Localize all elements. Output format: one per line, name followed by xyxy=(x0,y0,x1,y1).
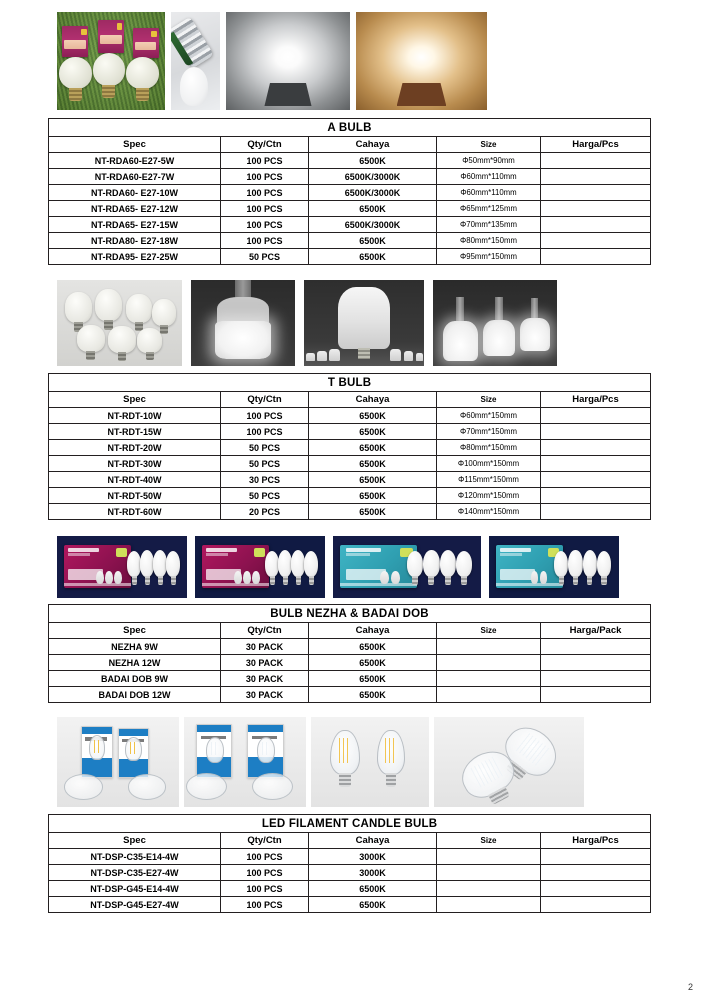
cell-qty: 100 PCS xyxy=(221,185,309,201)
cell-size: Φ100mm*150mm xyxy=(437,456,541,472)
spec-table-a-bulb xyxy=(48,118,651,265)
table-row xyxy=(49,897,651,913)
filament-bulbs-retail-boxes-photo xyxy=(57,717,179,807)
cell-spec: NT-RDA60-E27-7W xyxy=(49,169,221,185)
cell-qty: 30 PACK xyxy=(221,639,309,655)
section-title: T BULB xyxy=(49,374,651,392)
cell-cahaya: 6500K xyxy=(309,671,437,687)
three-hanging-lit-t-bulbs-photo xyxy=(433,280,557,366)
cell-spec: NT-RDA65- E27-15W xyxy=(49,217,221,233)
lit-t-bulb-dark-background-photo xyxy=(191,280,295,366)
cell-qty: 30 PCS xyxy=(221,472,309,488)
cell-size: Φ65mm*125mm xyxy=(437,201,541,217)
cell-cahaya: 3000K xyxy=(309,865,437,881)
cell-qty: 30 PACK xyxy=(221,687,309,703)
table-row xyxy=(49,153,651,169)
column-header-harga: Harga/Pcs xyxy=(541,137,651,153)
cell-spec: NT-RDA60- E27-10W xyxy=(49,185,221,201)
cell-qty: 30 PACK xyxy=(221,655,309,671)
cell-harga xyxy=(541,671,651,687)
table-row xyxy=(49,488,651,504)
cell-harga xyxy=(541,655,651,671)
cell-cahaya: 6500K xyxy=(309,408,437,424)
cell-harga xyxy=(541,488,651,504)
cell-spec: NEZHA 9W xyxy=(49,639,221,655)
cell-harga xyxy=(541,472,651,488)
table-row xyxy=(49,671,651,687)
cell-size: Φ60mm*110mm xyxy=(437,169,541,185)
column-header-cahaya: Cahaya xyxy=(309,623,437,639)
column-header-harga: Harga/Pcs xyxy=(541,833,651,849)
cell-harga xyxy=(541,849,651,865)
cell-harga xyxy=(541,233,651,249)
table-row xyxy=(49,169,651,185)
page-number: 2 xyxy=(687,982,693,992)
column-header-spec: Spec xyxy=(49,137,221,153)
cell-cahaya: 6500K/3000K xyxy=(309,169,437,185)
cell-cahaya: 6500K xyxy=(309,249,437,265)
cell-spec: NT-RDT-60W xyxy=(49,504,221,520)
e27-screw-base-closeup-photo xyxy=(171,12,220,110)
cell-harga xyxy=(541,201,651,217)
section-title: A BULB xyxy=(49,119,651,137)
table-row xyxy=(49,655,651,671)
cell-spec: NT-RDT-40W xyxy=(49,472,221,488)
cell-harga xyxy=(541,881,651,897)
table-row xyxy=(49,249,651,265)
column-header-harga: Harga/Pcs xyxy=(541,392,651,408)
cell-qty: 100 PCS xyxy=(221,233,309,249)
column-header-size: Size xyxy=(437,392,541,408)
cell-spec: NT-DSP-C35-E27-4W xyxy=(49,865,221,881)
cell-harga xyxy=(541,185,651,201)
section-title: LED FILAMENT CANDLE BULB xyxy=(49,815,651,833)
cell-harga xyxy=(541,897,651,913)
table-row xyxy=(49,201,651,217)
cell-harga xyxy=(541,424,651,440)
cell-qty: 100 PCS xyxy=(221,897,309,913)
cell-cahaya: 6500K/3000K xyxy=(309,217,437,233)
cell-spec: NT-DSP-G45-E27-4W xyxy=(49,897,221,913)
cell-size: Φ60mm*110mm xyxy=(437,185,541,201)
column-header-cahaya: Cahaya xyxy=(309,833,437,849)
column-header-spec: Spec xyxy=(49,392,221,408)
table-wrap-nezha-badai xyxy=(0,604,706,703)
cell-qty: 20 PCS xyxy=(221,504,309,520)
cell-harga xyxy=(541,408,651,424)
table-title-row xyxy=(49,119,651,137)
cell-size: Φ95mm*150mm xyxy=(437,249,541,265)
cell-harga xyxy=(541,504,651,520)
cell-qty: 100 PCS xyxy=(221,424,309,440)
cell-harga xyxy=(541,249,651,265)
cell-cahaya: 6500K xyxy=(309,201,437,217)
spec-table-t-bulb xyxy=(48,373,651,520)
large-t-bulb-with-small-bulbs-photo xyxy=(304,280,424,366)
table-row xyxy=(49,233,651,249)
cell-size: Φ80mm*150mm xyxy=(437,233,541,249)
cell-cahaya: 6500K xyxy=(309,456,437,472)
cell-cahaya: 6500K xyxy=(309,655,437,671)
table-header-row xyxy=(49,623,651,639)
table-title-row xyxy=(49,374,651,392)
column-header-qty: Qty/Ctn xyxy=(221,392,309,408)
column-header-qty: Qty/Ctn xyxy=(221,623,309,639)
table-header-row xyxy=(49,392,651,408)
cell-spec: NT-DSP-G45-E14-4W xyxy=(49,881,221,897)
cell-harga xyxy=(541,639,651,655)
column-header-spec: Spec xyxy=(49,833,221,849)
table-row xyxy=(49,881,651,897)
cell-qty: 50 PCS xyxy=(221,249,309,265)
cell-size: Φ140mm*150mm xyxy=(437,504,541,520)
cell-cahaya: 6500K xyxy=(309,504,437,520)
table-row xyxy=(49,440,651,456)
table-header-row xyxy=(49,137,651,153)
cell-size xyxy=(437,655,541,671)
cell-cahaya: 6500K xyxy=(309,897,437,913)
cell-cahaya: 3000K xyxy=(309,849,437,865)
filament-bulbs-retail-boxes-photo-2 xyxy=(184,717,306,807)
table-header-row xyxy=(49,833,651,849)
cell-size: Φ80mm*150mm xyxy=(437,440,541,456)
cell-spec: NT-RDT-50W xyxy=(49,488,221,504)
cell-size xyxy=(437,865,541,881)
table-wrap-t-bulb xyxy=(0,373,706,520)
cell-size: Φ115mm*150mm xyxy=(437,472,541,488)
column-header-spec: Spec xyxy=(49,623,221,639)
column-header-qty: Qty/Ctn xyxy=(221,833,309,849)
cell-size xyxy=(437,687,541,703)
cell-spec: NT-RDA60-E27-5W xyxy=(49,153,221,169)
cell-size xyxy=(437,881,541,897)
section-title: BULB NEZHA & BADAI DOB xyxy=(49,605,651,623)
cell-spec: NT-RDA65- E27-12W xyxy=(49,201,221,217)
cell-spec: BADAI DOB 9W xyxy=(49,671,221,687)
cell-qty: 100 PCS xyxy=(221,201,309,217)
table-row xyxy=(49,639,651,655)
cell-spec: NEZHA 12W xyxy=(49,655,221,671)
column-header-cahaya: Cahaya xyxy=(309,392,437,408)
table-row xyxy=(49,217,651,233)
cell-size xyxy=(437,671,541,687)
cell-harga xyxy=(541,169,651,185)
cell-cahaya: 6500K xyxy=(309,153,437,169)
cell-size: Φ120mm*150mm xyxy=(437,488,541,504)
cell-size xyxy=(437,897,541,913)
cell-spec: BADAI DOB 12W xyxy=(49,687,221,703)
column-header-size: Size xyxy=(437,833,541,849)
cell-qty: 100 PCS xyxy=(221,169,309,185)
cell-spec: NT-RDA95- E27-25W xyxy=(49,249,221,265)
cell-spec: NT-RDA80- E27-18W xyxy=(49,233,221,249)
cell-cahaya: 6500K xyxy=(309,881,437,897)
g45-globe-filament-bulbs-photo xyxy=(434,717,584,807)
table-title-row xyxy=(49,605,651,623)
t-bulbs-group-photo xyxy=(57,280,182,366)
cell-qty: 50 PCS xyxy=(221,488,309,504)
photo-row-filament xyxy=(0,711,706,807)
column-header-size: Size xyxy=(437,623,541,639)
cell-qty: 100 PCS xyxy=(221,865,309,881)
table-row xyxy=(49,865,651,881)
nezha-bulb-pack-magenta-card-photo xyxy=(57,536,187,598)
lit-a-bulb-warm-white-photo xyxy=(356,12,487,110)
badai-dob-bulb-pack-teal-card-photo-2 xyxy=(489,536,619,598)
candle-filament-bulbs-e27-e14-photo xyxy=(311,717,429,807)
cell-qty: 50 PCS xyxy=(221,440,309,456)
cell-qty: 30 PACK xyxy=(221,671,309,687)
cell-harga xyxy=(541,153,651,169)
cell-qty: 100 PCS xyxy=(221,881,309,897)
cell-cahaya: 6500K/3000K xyxy=(309,185,437,201)
table-wrap-a-bulb xyxy=(0,118,706,265)
table-row xyxy=(49,424,651,440)
cell-qty: 100 PCS xyxy=(221,217,309,233)
photo-row-t-bulb xyxy=(0,274,706,366)
table-title-row xyxy=(49,815,651,833)
table-row xyxy=(49,472,651,488)
cell-harga xyxy=(541,865,651,881)
column-header-qty: Qty/Ctn xyxy=(221,137,309,153)
cell-size: Φ70mm*135mm xyxy=(437,217,541,233)
cell-qty: 100 PCS xyxy=(221,849,309,865)
table-row xyxy=(49,456,651,472)
cell-harga xyxy=(541,687,651,703)
cell-qty: 100 PCS xyxy=(221,408,309,424)
cell-spec: NT-RDT-30W xyxy=(49,456,221,472)
cell-cahaya: 6500K xyxy=(309,440,437,456)
cell-size: Φ70mm*150mm xyxy=(437,424,541,440)
column-header-size: Size xyxy=(437,137,541,153)
table-row xyxy=(49,504,651,520)
badai-dob-bulb-pack-teal-card-photo xyxy=(333,536,481,598)
cell-qty: 50 PCS xyxy=(221,456,309,472)
cell-qty: 100 PCS xyxy=(221,153,309,169)
lit-a-bulb-cool-white-photo xyxy=(226,12,350,110)
cell-harga xyxy=(541,217,651,233)
spec-table-filament-candle xyxy=(48,814,651,913)
cell-spec: NT-RDT-15W xyxy=(49,424,221,440)
cell-spec: NT-RDT-20W xyxy=(49,440,221,456)
cell-cahaya: 6500K xyxy=(309,233,437,249)
photo-row-nezha-badai xyxy=(0,528,706,598)
table-row xyxy=(49,185,651,201)
cell-cahaya: 6500K xyxy=(309,472,437,488)
cell-cahaya: 6500K xyxy=(309,639,437,655)
table-row xyxy=(49,408,651,424)
cell-cahaya: 6500K xyxy=(309,488,437,504)
column-header-cahaya: Cahaya xyxy=(309,137,437,153)
cell-harga xyxy=(541,456,651,472)
cell-spec: NT-RDT-10W xyxy=(49,408,221,424)
table-row xyxy=(49,687,651,703)
nezha-bulb-pack-magenta-card-photo-2 xyxy=(195,536,325,598)
cell-size: Φ50mm*90mm xyxy=(437,153,541,169)
cell-size: Φ60mm*150mm xyxy=(437,408,541,424)
photo-row-a-bulb xyxy=(0,0,706,110)
table-row xyxy=(49,849,651,865)
a-bulbs-with-magenta-boxes-on-grass-photo xyxy=(57,12,165,110)
cell-size xyxy=(437,639,541,655)
table-wrap-filament-candle xyxy=(0,814,706,913)
cell-harga xyxy=(541,440,651,456)
cell-size xyxy=(437,849,541,865)
column-header-harga: Harga/Pack xyxy=(541,623,651,639)
cell-cahaya: 6500K xyxy=(309,424,437,440)
cell-cahaya: 6500K xyxy=(309,687,437,703)
cell-spec: NT-DSP-C35-E14-4W xyxy=(49,849,221,865)
spec-table-nezha-badai xyxy=(48,604,651,703)
